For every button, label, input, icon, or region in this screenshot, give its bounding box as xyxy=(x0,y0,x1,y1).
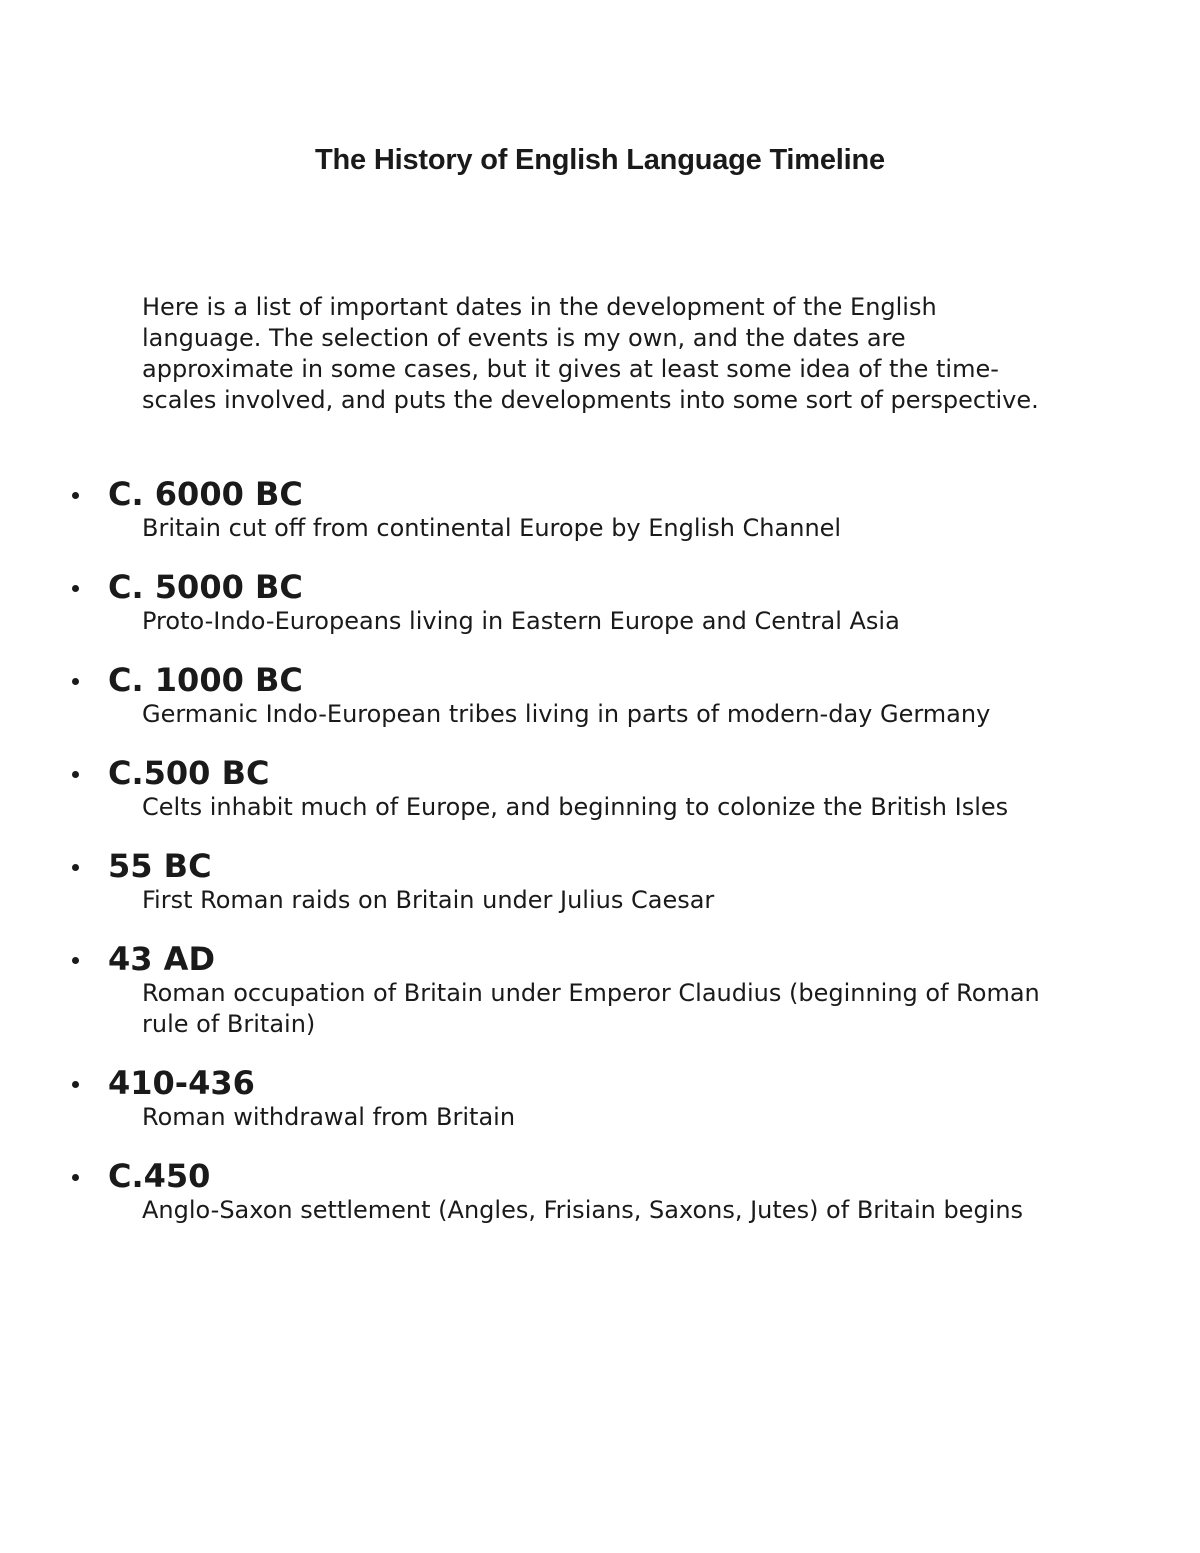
timeline-entry xyxy=(0,940,1200,1040)
timeline-date: C. 6000 BC xyxy=(108,475,303,513)
bullet-icon xyxy=(72,585,79,592)
bullet-icon xyxy=(72,1174,79,1181)
timeline-date: C.500 BC xyxy=(108,754,270,792)
bullet-icon xyxy=(72,492,79,499)
timeline-description: Germanic Indo-European tribes living in parts of modern-day Germany xyxy=(142,700,991,728)
timeline-date: 410-436 xyxy=(108,1064,255,1102)
timeline-entry xyxy=(0,1157,1200,1226)
timeline-description: Roman withdrawal from Britain xyxy=(142,1103,516,1131)
timeline-entry xyxy=(0,754,1200,823)
timeline-date: C. 5000 BC xyxy=(108,568,303,606)
timeline-date: C.450 xyxy=(108,1157,211,1195)
bullet-icon xyxy=(72,864,79,871)
timeline-entry xyxy=(0,1064,1200,1133)
bullet-icon xyxy=(72,1081,79,1088)
timeline-description: Britain cut off from continental Europe by English Channel xyxy=(142,514,842,542)
timeline-entry xyxy=(0,475,1200,544)
timeline-description: Roman occupation of Britain under Emperor Claudius (beginning of Roman rule of Britain) xyxy=(142,979,1040,1038)
timeline-list xyxy=(0,475,1200,1250)
timeline-description: Anglo-Saxon settlement (Angles, Frisians, Saxons, Jutes) of Britain begins xyxy=(142,1196,1024,1224)
timeline-description: First Roman raids on Britain under Julius Caesar xyxy=(142,886,715,914)
bullet-icon xyxy=(72,771,79,778)
timeline-date: 55 BC xyxy=(108,847,212,885)
bullet-icon xyxy=(72,678,79,685)
timeline-date: C. 1000 BC xyxy=(108,661,303,699)
timeline-entry xyxy=(0,661,1200,730)
bullet-icon xyxy=(72,957,79,964)
timeline-entry xyxy=(0,847,1200,916)
timeline-date: 43 AD xyxy=(108,940,215,978)
intro-paragraph: Here is a list of important dates in the development of the English language. The selection of events is my own, and the dates are approximate in some cases, but it gives at least some idea of the time-scales involved, and puts the developments into some sort of perspective. xyxy=(142,293,1039,414)
timeline-description: Proto-Indo-Europeans living in Eastern Europe and Central Asia xyxy=(142,607,900,635)
document-title: The History of English Language Timeline xyxy=(315,144,885,176)
timeline-description: Celts inhabit much of Europe, and beginning to colonize the British Isles xyxy=(142,793,1009,821)
timeline-entry xyxy=(0,568,1200,637)
